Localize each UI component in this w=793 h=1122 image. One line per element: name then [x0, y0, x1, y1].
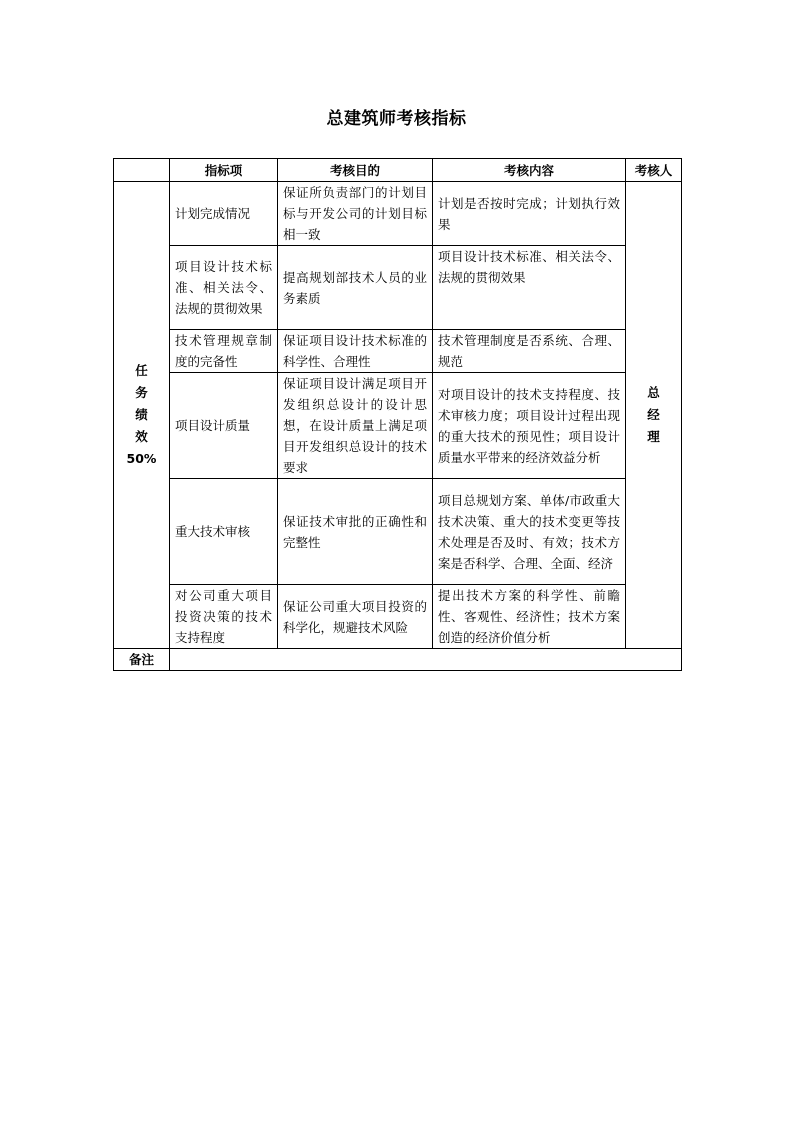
indicator-cell: 项目设计技术标准、相关法令、法规的贯彻效果 [170, 246, 278, 330]
category-char: 效 [135, 429, 148, 444]
indicator-cell: 重大技术审核 [170, 479, 278, 585]
table-row [114, 330, 682, 373]
assessor-cell [626, 182, 682, 649]
content-cell: 项目设计技术标准、相关法令、法规的贯彻效果 [433, 246, 626, 330]
category-char: 绩 [135, 407, 148, 422]
category-char: 任 [135, 363, 148, 378]
indicator-cell: 技术管理规章制度的完备性 [170, 330, 278, 373]
header-category [114, 159, 170, 182]
table-row [114, 246, 682, 330]
category-char: 务 [135, 385, 148, 400]
header-content: 考核内容 [433, 159, 626, 182]
assessor-char: 总 [647, 385, 660, 400]
indicator-cell: 计划完成情况 [170, 182, 278, 246]
indicator-cell: 对公司重大项目投资决策的技术支持程度 [170, 585, 278, 649]
content-cell: 项目总规划方案、单体/市政重大技术决策、重大的技术变更等技术处理是否及时、有效；技术方案是否科学、合理、全面、经济 [433, 479, 626, 585]
content-cell: 技术管理制度是否系统、合理、规范 [433, 330, 626, 373]
purpose-cell: 保证公司重大项目投资的科学化，规避技术风险 [278, 585, 433, 649]
header-assessor: 考核人 [626, 159, 682, 182]
header-purpose: 考核目的 [278, 159, 433, 182]
page-title: 总建筑师考核指标 [326, 109, 467, 129]
table-row [114, 182, 682, 246]
table-header-row [114, 159, 682, 182]
indicator-cell: 项目设计质量 [170, 373, 278, 479]
content-cell: 对项目设计的技术支持程度、技术审核力度；项目设计过程出现的重大技术的预见性；项目设计质量水平带来的经济效益分析 [433, 373, 626, 479]
purpose-cell: 保证技术审批的正确性和完整性 [278, 479, 433, 585]
content-cell: 提出技术方案的科学性、前瞻性、客观性、经济性；技术方案创造的经济价值分析 [433, 585, 626, 649]
assessment-table [113, 158, 682, 671]
category-weight: 50% [126, 451, 157, 466]
purpose-cell: 保证项目设计满足项目开发组织总设计的设计思想，在设计质量上满足项目开发组织总设计的技术要求 [278, 373, 433, 479]
remarks-row [114, 649, 682, 671]
table-row [114, 479, 682, 585]
remarks-value [170, 649, 682, 671]
table-row [114, 373, 682, 479]
assessor-char: 经 [647, 407, 660, 422]
header-indicator: 指标项 [170, 159, 278, 182]
assessor-char: 理 [647, 429, 660, 444]
category-cell [114, 182, 170, 649]
purpose-cell: 提高规划部技术人员的业务素质 [278, 246, 433, 330]
remarks-label: 备注 [114, 649, 170, 671]
table-row [114, 585, 682, 649]
purpose-cell: 保证所负责部门的计划目标与开发公司的计划目标相一致 [278, 182, 433, 246]
purpose-cell: 保证项目设计技术标准的科学性、合理性 [278, 330, 433, 373]
content-cell: 计划是否按时完成；计划执行效果 [433, 182, 626, 246]
